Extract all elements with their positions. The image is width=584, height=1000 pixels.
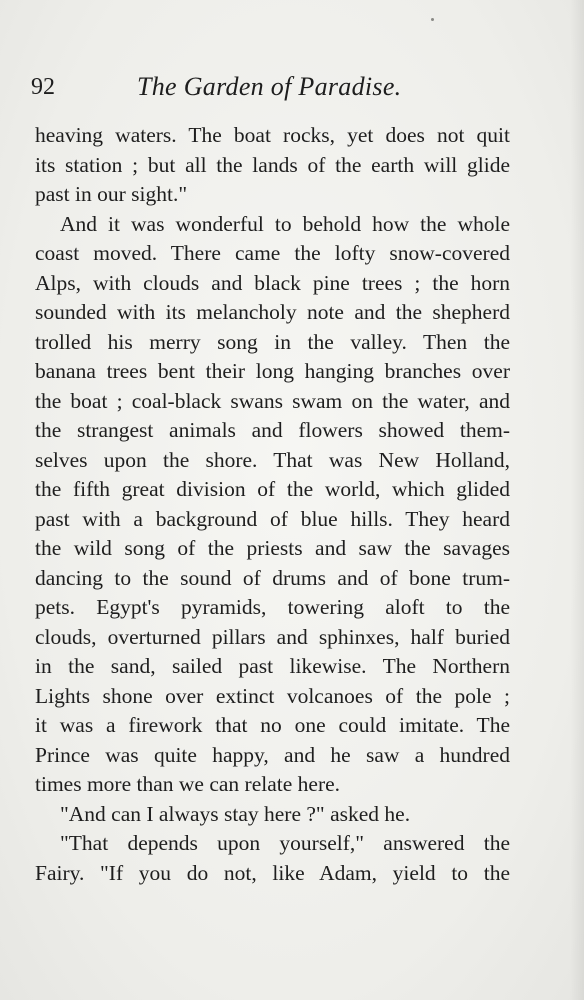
text-line: Prince was quite happy, and he saw a hundred (35, 742, 510, 767)
text-line: the fifth great division of the world, which glided (35, 477, 510, 501)
text-line: it was a firework that no one could imitate. The (35, 713, 510, 737)
text-line: pets. Egypt's pyramids, towering aloft to the (35, 595, 510, 619)
text-line: clouds, overturned pillars and sphinxes, half buried (35, 624, 510, 649)
text-line: the boat ; coal-black swans swam on the water, and (35, 388, 510, 413)
text-line: trolled his merry song in the valley. Then the (35, 329, 510, 354)
text-line: Fairy. "If you do not, like Adam, yield to the (35, 860, 510, 885)
body-text (35, 121, 510, 888)
text-line: dancing to the sound of drums and of bone trum- (35, 565, 510, 590)
text-line: heaving waters. The boat rocks, yet does not quit (35, 123, 510, 147)
text-line: past with a background of blue hills. They heard (35, 506, 510, 531)
text-line: And it was wonderful to behold how the whole (60, 211, 510, 236)
text-line: past in our sight." (35, 182, 188, 206)
text-line: "And can I always stay here ?" asked he. (60, 801, 411, 826)
text-line: its station ; but all the lands of the earth will glide (35, 152, 510, 177)
text-line: sounded with its melancholy note and the shepherd (35, 300, 510, 324)
page-header (31, 70, 531, 104)
running-title: The Garden of Paradise. (137, 72, 402, 101)
paper-speck (431, 18, 434, 21)
text-line: banana trees bent their long hanging branches over (35, 359, 510, 383)
text-line: Alps, with clouds and black pine trees ; the horn (35, 270, 510, 295)
text-line: "That depends upon yourself," answered the (60, 831, 510, 855)
text-line: Lights shone over extinct volcanoes of the pole ; (35, 683, 510, 708)
text-line: times more than we can relate here. (35, 772, 341, 796)
text-line: in the sand, sailed past likewise. The Northern (35, 654, 510, 678)
text-line: the wild song of the priests and saw the savages (35, 536, 510, 560)
page-number: 92 (31, 74, 55, 100)
text-line: coast moved. There came the lofty snow-covered (35, 241, 510, 265)
page-edge-shadow (570, 0, 584, 1000)
text-line: selves upon the shore. That was New Holland, (35, 447, 510, 472)
text-line: the strangest animals and flowers showed them- (35, 418, 510, 442)
